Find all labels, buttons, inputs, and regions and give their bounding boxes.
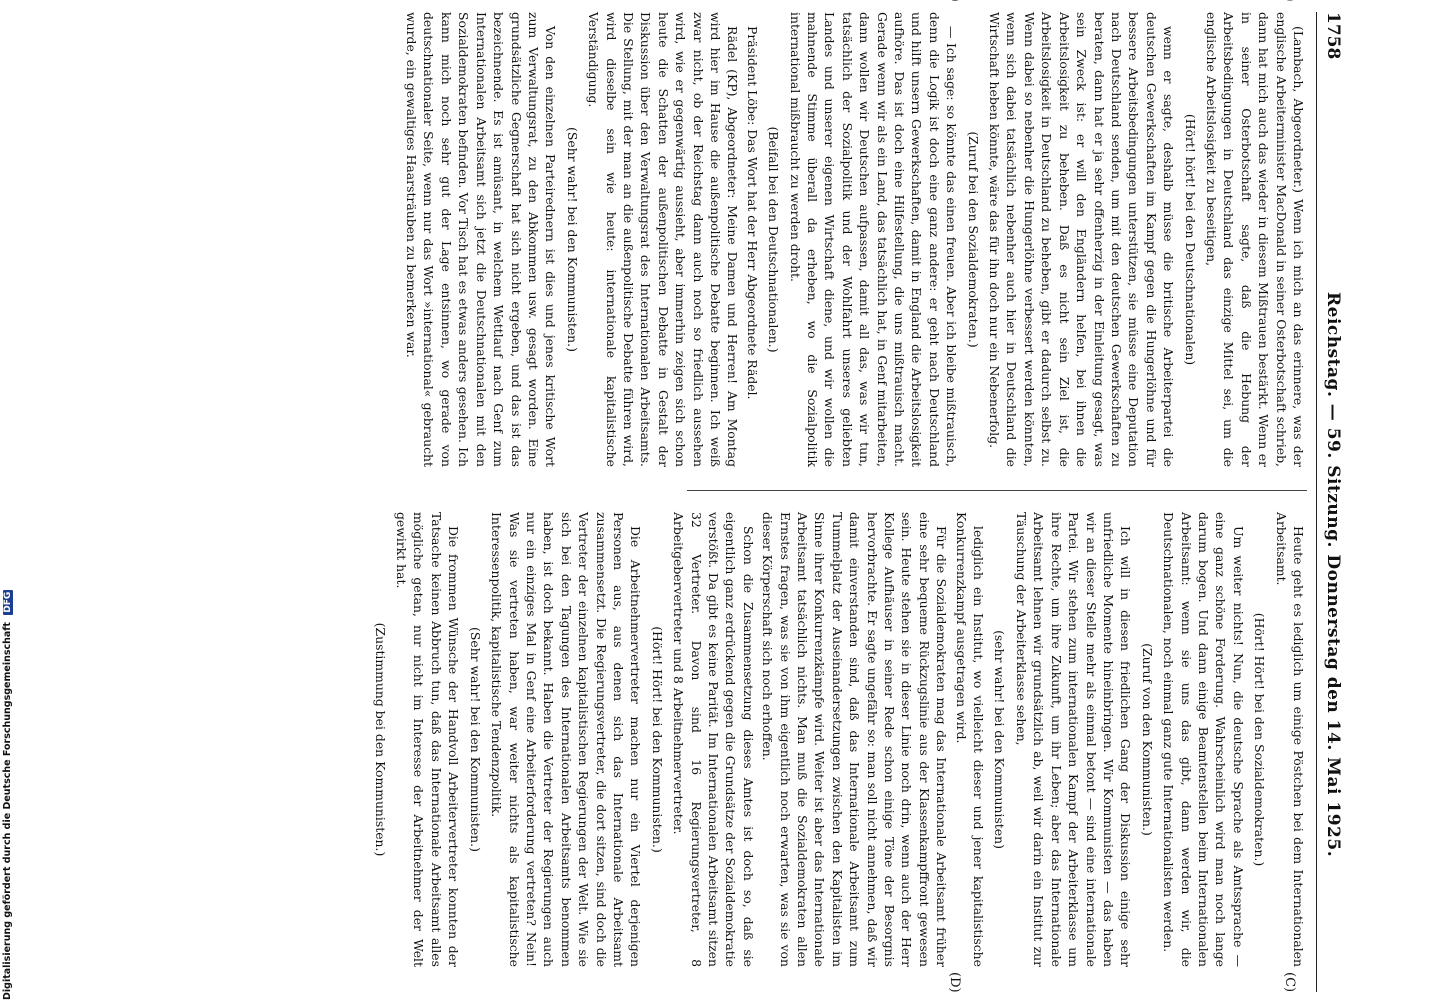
interjection: (Hört! hört! bei den Deutschnationalen)	[1182, 113, 1198, 366]
dfg-logo: DFG	[3, 591, 13, 613]
paragraph: Schon die Zusammensetzung dieses Amtes ist doch so, daß sie eigentlich ganz erdrückend gegen die Grundsätze der Sozialdemokratie verstößt. Da gibt es keine Parität. Im Internationalen Arbeitsamt sitzen 32 Vertreter. Davon sind 16 Regierungsvertreter, 8 Arbeitgebervertreter und 8 Arbeitnehmervertreter.	[671, 512, 756, 967]
page-header	[1316, 12, 1347, 992]
column-divider	[687, 490, 1307, 491]
page-title: Reichstag. — 59. Sitzung. Donnerstag den 14. Mai 1925.	[1323, 292, 1343, 858]
interjection: (Beifall bei den Deutschnationalen.)	[766, 126, 782, 353]
paragraph: Ich will in diesen friedlichen Gang der Diskussion einige sehr unfriedliche Momente hineinbringen. Wir Kommunisten — das haben wir an dieser Stelle mehr als einmal betont — sind eine internationale Partei. Wir stehen zum internationalen Kampf der Arbeiterklasse um ihre Rechte, um ihre Zukunft, um ihr Leben; aber das Internationale Arbeitsamt lehnen wir grundsätzlich ab, weil wir darin ein Institut zur Täuschung der Arbeiterklasse sehen,	[1013, 512, 1134, 967]
digitization-credit-text	[2, 590, 13, 1000]
interjection: (Zuruf von den Kommunisten.)	[1139, 643, 1155, 836]
paragraph: — Ich sage: so könnte das einen freuen. Aber ich bleibe mißtrauisch, denn die Logik ist doch eine ganz andere: er geht nach Deutschland und hilft unsern Gewerkschaften, damit in England die Arbeitslosigkeit aufhöre. Das ist doch eine Hilfestellung, die uns mißtrauisch macht. Gerade wenn wir als ein Land, das tatsächlich hat, in Genf mitarbeiten, dann wollen wir Deutschen aufpassen, damit all das, was wir tun, tatsächlich der Sozialpolitik und der Wohlfahrt unseres geliebten Landes und unserer eigenen Wirtschaft diene, und wir wollen die mahnende Stimme überall da erheben, wo die Sozialpolitik international mißbraucht zu werden droht.	[787, 12, 960, 467]
margin-letter-b	[947, 0, 962, 2]
interjection: (Zustimmung bei den Kommunisten.)	[372, 622, 388, 857]
interjection: (Hört! Hört! bei den Sozialdemokraten.)	[1252, 612, 1268, 867]
paragraph: Für die Sozialdemokraten mag das Internationale Arbeitsamt früher eine sehr bequeme Rückzugslinie aus der Klassenkampffront gewesen sein. Heute stehen sie in dieser Linie noch drin, wenn auch der Herr Kollege Aufhäuser in seiner Rede schon einige Töne der Besorgnis hervorbrachte. Er sagte ungefähr so: man soll nicht annehmen, daß wir damit einverstanden sind, daß das Internationale Arbeitsamt zum Tummelplatz der Auseinandersetzungen zwischen den Kapitalisten im Sinne ihrer Konkurrenzkämpfe wird. Weiter ist aber das Internationale Arbeitsamt tatsächlich nichts. Man muß die Sozialdemokraten allen Ernstes fragen, was sie von ihm eigentlich noch erwarten, was sie von dieser Körperschaft sich noch erhoffen.	[760, 512, 950, 967]
paragraph: Präsident Löbe: Das Wort hat der Herr Abgeordnete Rädel.	[744, 26, 760, 400]
right-text-column	[367, 512, 1307, 967]
paragraph: (Lambach, Abgeordneter.) Wenn ich mich an das erinnere, was der englische Arbeiterminister MacDonald in seiner Osterbotschaft schrieb, dann hat mich auch das wieder in diesem Mißtrauen bestärkt. Wenn er in seiner Osterbotschaft sagte, daß die Hebung der Arbeitsbedingungen in Deutschland das einzige Mittel sei, um die englische Arbeitslosigkeit zu beseitigen,	[1203, 12, 1306, 467]
margin-letter-a	[1282, 0, 1297, 2]
paragraph: Die Arbeitnehmervertreter machen nur ein Viertel derjenigen Personen aus, aus denen sich das Internationale Arbeitsamt zusammensetzt. Die Regierungsvertreter, die dort sitzen, sind doch die Vertreter der einzelnen kapitalistischen Regierungen der Welt. Wie sie sich bei den Tagungen des Internationalen Arbeitsamts benommen haben, ist doch bekannt. Haben die Vertreter der Regierungen auch nur ein einziges Mal in Genf eine Arbeiterforderung vertreten? Nein! Was sie vertreten haben, war weiter nichts als kapitalistische Interessenpolitik, kapitalistische Tendenzpolitik.	[489, 512, 644, 967]
margin-letter-c: (C)	[1282, 972, 1297, 993]
paragraph: lediglich ein Institut, wo vielleicht dieser und jener kapitalistische Konkurrenzkampf ausgetragen wird.	[953, 512, 987, 967]
paragraph: wenn er sagte, deshalb müsse die britische Arbeiterpartei die deutschen Gewerkschaften im Kampf gegen die Hungerlöhne und für bessere Arbeitsbedingungen unterstützen, sie müsse eine Deputation nach Deutschland senden, um mit den deutschen Gewerkschaften zu beraten, dann hat er ja sehr offenherzig in der Einleitung gesagt, was sein Zweck ist: er will den Engländern helfen, bei ihnen die Arbeitslosigkeit zu beheben. Daß es nicht sein Ziel ist, die Arbeitslosigkeit in Deutschland zu beheben, gibt er dadurch selbst zu. Wenn dabei so nebenher die Hungerlöhne verbessert werden könnten, wenn sich dabei tatsächlich nebenher auch hier in Deutschland die Wirtschaft heben könnte, wäre das für ihn doch nur ein Nebenerfolg.	[987, 12, 1177, 467]
interjection: (sehr wahr! bei den Kommunisten)	[992, 630, 1008, 849]
credit-label: Digitalisierung gefördert durch die Deutsche Forschungsgemeinschaft	[2, 622, 13, 1000]
left-text-column	[401, 12, 1307, 467]
margin-letter-d: (D)	[947, 972, 962, 993]
paragraph: Von den einzelnen Parteirednern ist dies und jenes kritische Wort zum Verwaltungsrat, zu den Abkommen usw. gesagt worden. Eine grundsätzliche Gegnerschaft hat sich nicht ergeben, und das ist das bezeichnende. Es ist amüsant, in welchem Wettlauf nach Genf zum Internationalen Arbeitsamt sich jetzt die Deutschnationalen mit den Sozialdemokraten befinden. Vor Tisch hat es etwas anders gesehen. Ich kann mich noch sehr gut der Lage entsinnen, wo gerade von deutschnationaler Seite, wenn nur das Wort »international« gebraucht wurde, ein gewaltiges Haarsträuben zu bemerken war.	[404, 12, 559, 467]
interjection: (Hört! Hört! bei den Kommunisten.)	[649, 626, 665, 853]
page-number: 1758	[1323, 12, 1343, 60]
paragraph: Heute geht es lediglich um einige Pöstchen bei dem Internationalen Arbeitsamt.	[1273, 512, 1306, 967]
rotated-document-sheet	[97, 12, 1347, 992]
paragraph: Um weiter nichts! Nun, die deutsche Sprache als Amtssprache — eine ganz schöne Forderung. Wahrscheinlich wird man noch lange darum bogen. Und dann einige Beamtenstellen beim Internationalen Arbeitsamt: wenn sie uns das gibt, dann werden wir, die Deutschnationalen, noch einmal ganz gute Internationalisten werden.	[1161, 512, 1246, 967]
interjection: (Zuruf bei den Sozialdemokraten.)	[965, 131, 981, 348]
paragraph: Rädel (KP), Abgeordneter: Meine Damen und Herren! Am Montag wird hier im Hause die außenpolitische Debatte beginnen. Ich weiß zwar nicht, ob der Reichstag dann auch noch so friedlich aussehen wird, wie er gegenwärtig aussieht, aber immerhin zeigen sich schon heute die Schatten der außenpolitischen Debatte in Gestalt der Diskussion über den Verwaltungsrat des Internationalen Arbeitsamts. Die Stellung, mit der man an die außenpolitische Debatte führen wird, wird dieselbe sein wie heute: internationale kapitalistische Verständigung.	[586, 12, 741, 467]
interjection: (Sehr wahr! bei den Kommunisten.)	[564, 127, 580, 352]
interjection: (Sehr wahr! bei den Kommunisten.)	[467, 627, 483, 852]
paragraph: Die frommen Wünsche der Handvoll Arbeitervertreter konnten der Tatsache keinen Abbruch tun, daß das Internationale Arbeitsamt alles mögliche getan, nur nicht im Interesse der Arbeitnehmer der Welt gewirkt hat.	[394, 512, 462, 967]
